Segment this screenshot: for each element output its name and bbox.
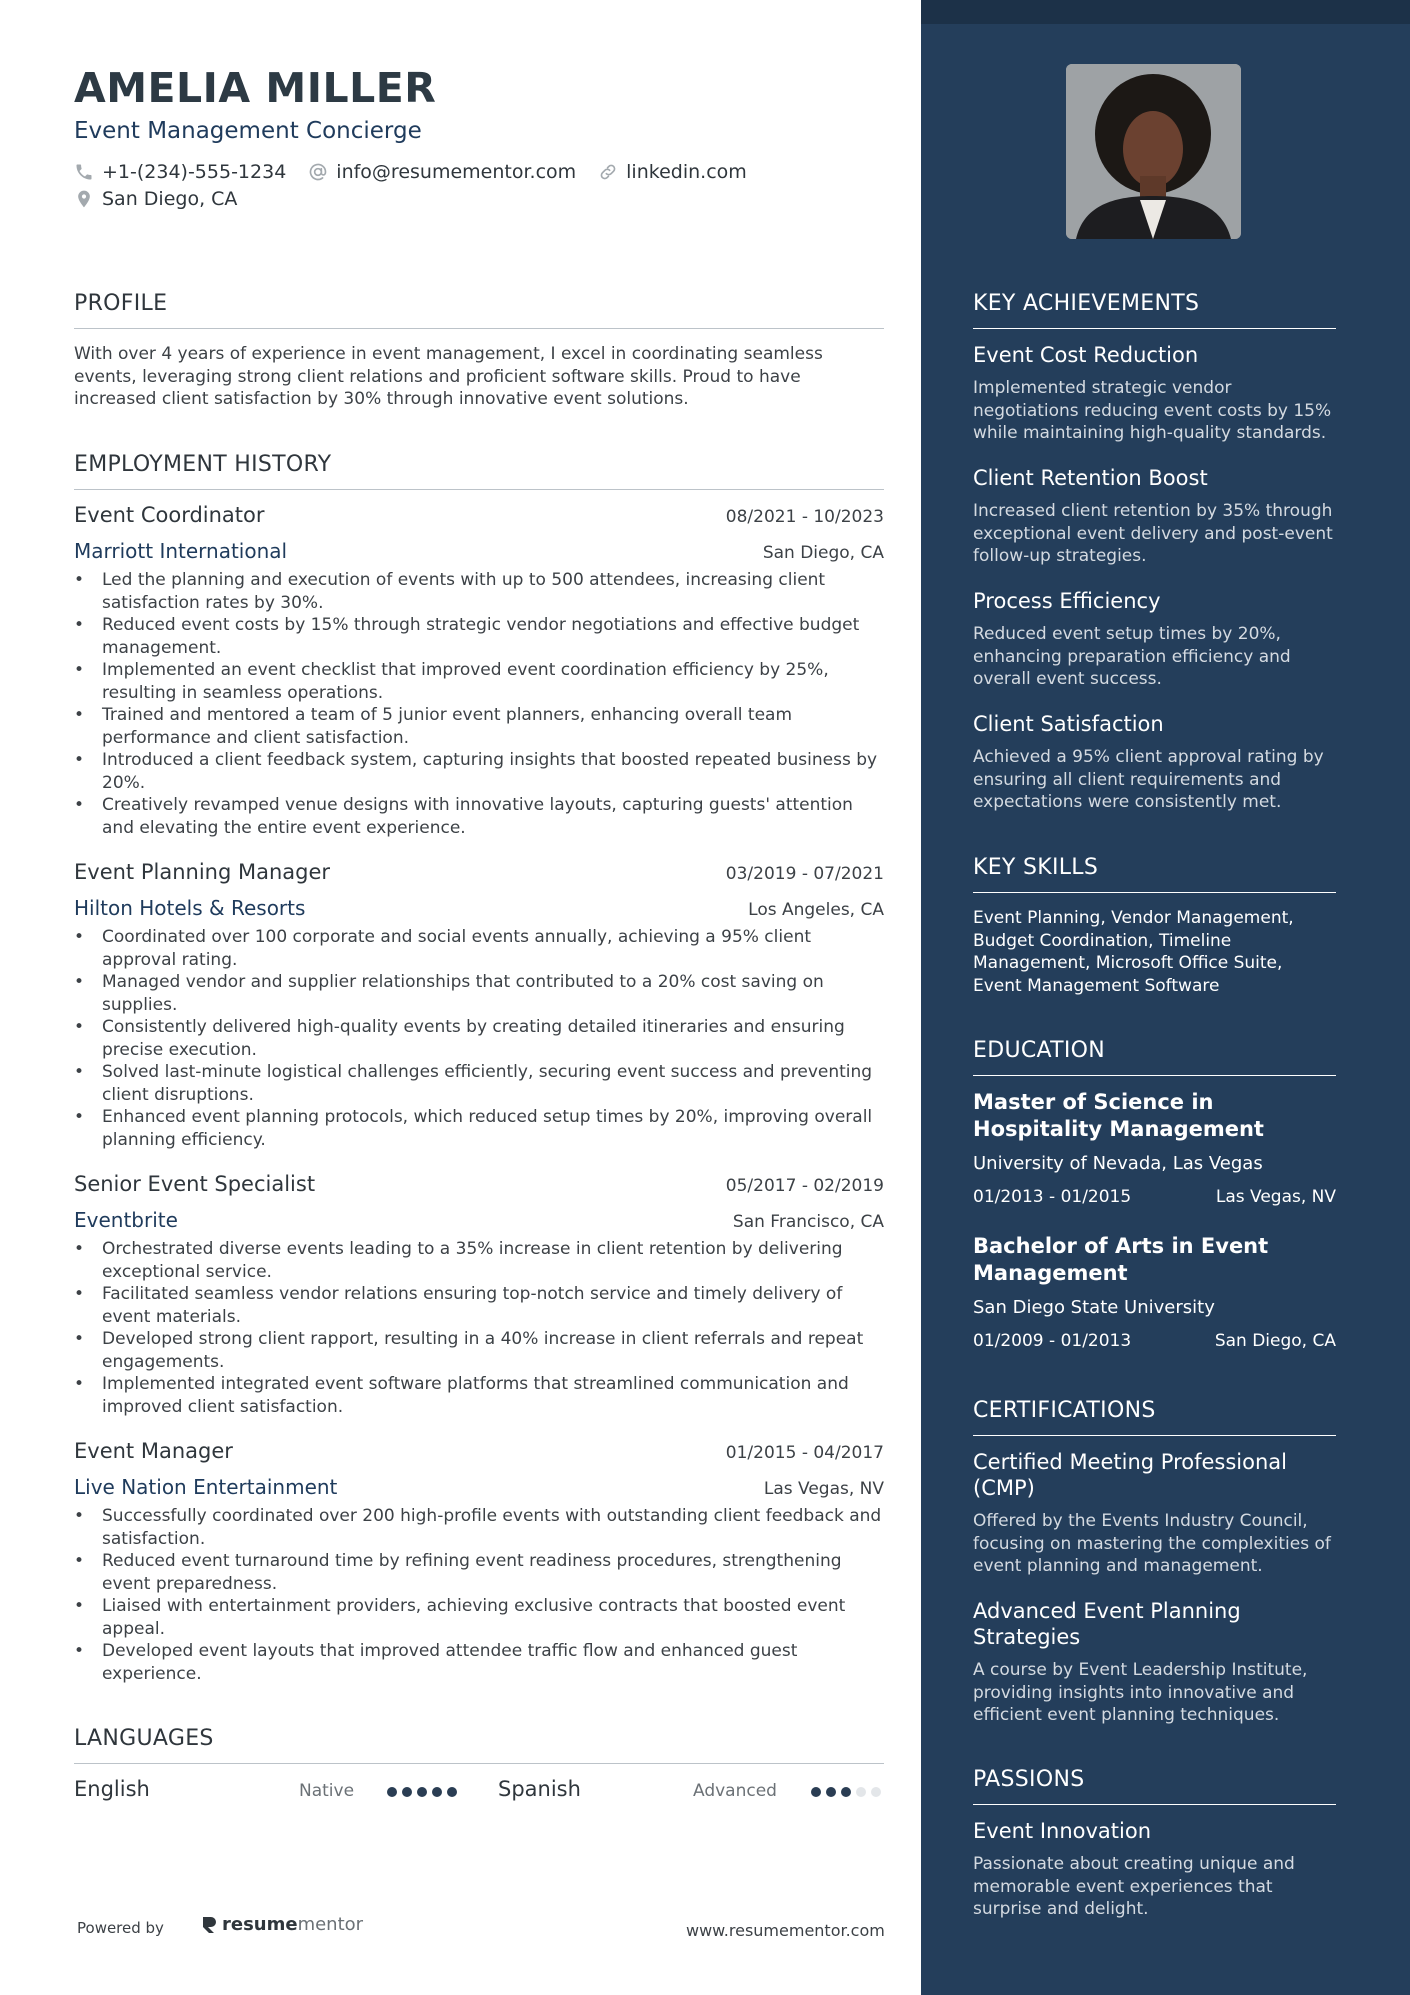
achievement-item — [973, 342, 1336, 445]
certification-title: Certified Meeting Professional (CMP) — [973, 1450, 1287, 1500]
job-bullet: • Developed strong client rapport, resulting in a 40% increase in client referrals and repeat engagements. — [74, 1328, 884, 1373]
languages-row — [74, 1777, 884, 1807]
certification-item — [973, 1598, 1336, 1727]
job-role: Event Coordinator — [74, 503, 265, 527]
language-rating — [811, 1787, 886, 1797]
passion-item — [973, 1818, 1336, 1921]
link-icon — [598, 162, 618, 182]
education-heading: EDUCATION — [973, 1038, 1336, 1076]
certification-desc: A course by Event Leadership Institute, providing insights into innovative and efficient event planning techniques. — [973, 1660, 1308, 1725]
certification-item — [973, 1449, 1336, 1578]
achievement-title: Event Cost Reduction — [973, 343, 1199, 367]
achievement-item — [973, 465, 1336, 568]
achievement-desc: Implemented strategic vendor negotiations reducing event costs by 15% while maintaining high-quality standards. — [973, 378, 1332, 443]
job-location: San Francisco, CA — [732, 1212, 884, 1232]
language-name: Spanish — [498, 1777, 581, 1801]
job-dates: 08/2021 - 10/2023 — [725, 507, 884, 527]
rating-dot — [826, 1787, 836, 1797]
job-bullet: • Successfully coordinated over 200 high-profile events with outstanding client feedback and satisfaction. — [74, 1505, 884, 1550]
education-degree: Bachelor of Arts in Event Management — [973, 1234, 1269, 1285]
education-dates: 01/2013 - 01/2015 — [973, 1187, 1132, 1207]
achievement-title: Client Satisfaction — [973, 712, 1164, 736]
job-location: Los Angeles, CA — [748, 900, 884, 920]
job-bullet: • Coordinated over 100 corporate and social events annually, achieving a 95% client approval rating. — [74, 926, 884, 971]
job-role: Event Manager — [74, 1439, 233, 1463]
profile-text: With over 4 years of experience in event management, I excel in coordinating seamless events, leveraging strong client relations and proficient software skills. Proud to have increased client satisfaction by 30% through innovative event solutions. — [74, 344, 823, 409]
rating-dot — [871, 1787, 881, 1797]
job-bullet: • Consistently delivered high-quality events by creating detailed itineraries and ensuring precise execution. — [74, 1016, 884, 1061]
job-company: Eventbrite — [74, 1208, 178, 1232]
rating-dot — [841, 1787, 851, 1797]
rating-dot — [811, 1787, 821, 1797]
job-bullet: • Reduced event turnaround time by refining event readiness procedures, strengthening event preparedness. — [74, 1550, 884, 1595]
rating-dot — [856, 1787, 866, 1797]
language-level: Native — [299, 1781, 355, 1801]
job-entry — [74, 503, 884, 839]
language-name: English — [74, 1777, 150, 1801]
achievement-title: Process Efficiency — [973, 589, 1161, 613]
candidate-title: Event Management Concierge — [74, 118, 422, 144]
phone-text: +1-(234)-555-1234 — [102, 161, 287, 183]
language-rating — [387, 1787, 462, 1797]
rating-dot — [387, 1787, 397, 1797]
at-icon — [308, 162, 328, 182]
education-item — [973, 1089, 1336, 1207]
job-role: Event Planning Manager — [74, 860, 331, 884]
job-company: Live Nation Entertainment — [74, 1475, 338, 1499]
certification-title: Advanced Event Planning Strategies — [973, 1599, 1241, 1649]
job-entry — [74, 1172, 884, 1418]
education-degree: Master of Science in Hospitality Management — [973, 1090, 1264, 1141]
location-row — [74, 188, 259, 210]
job-bullet: • Implemented an event checklist that improved event coordination efficiency by 25%, resulting in seamless operations. — [74, 659, 884, 704]
rating-dot — [432, 1787, 442, 1797]
job-bullets — [74, 926, 884, 1151]
certification-desc: Offered by the Events Industry Council, focusing on mastering the complexities of event planning and management. — [973, 1511, 1331, 1576]
job-bullet: • Creatively revamped venue designs with innovative layouts, capturing guests' attention and elevating the entire event experience. — [74, 794, 884, 839]
job-role: Senior Event Specialist — [74, 1172, 316, 1196]
certifications-heading: CERTIFICATIONS — [973, 1398, 1336, 1436]
job-location: Las Vegas, NV — [763, 1479, 884, 1499]
education-school: San Diego State University — [973, 1297, 1215, 1318]
languages-heading: LANGUAGES — [74, 1726, 884, 1764]
achievement-item — [973, 588, 1336, 691]
logo-text-bold: resume — [222, 1914, 298, 1935]
contact-phone[interactable] — [74, 161, 286, 183]
sidebar — [921, 0, 1410, 1995]
job-bullets — [74, 1238, 884, 1418]
job-bullet: • Introduced a client feedback system, capturing insights that boosted repeated business by 20%. — [74, 749, 884, 794]
achievements-heading: KEY ACHIEVEMENTS — [973, 291, 1336, 329]
education-location: Las Vegas, NV — [1215, 1187, 1336, 1207]
education-dates: 01/2009 - 01/2013 — [973, 1331, 1132, 1351]
rating-dot — [447, 1787, 457, 1797]
contact-linkedin[interactable] — [598, 161, 747, 183]
education-school: University of Nevada, Las Vegas — [973, 1153, 1263, 1174]
passion-title: Event Innovation — [973, 1819, 1152, 1843]
job-bullet: • Implemented integrated event software platforms that streamlined communication and improved client satisfaction. — [74, 1373, 884, 1418]
job-dates: 05/2017 - 02/2019 — [725, 1176, 884, 1196]
language-level: Advanced — [693, 1781, 777, 1801]
contact-location — [74, 188, 237, 210]
job-bullets — [74, 569, 884, 839]
education-location: San Diego, CA — [1214, 1331, 1336, 1351]
job-location: San Diego, CA — [762, 543, 884, 563]
job-bullet: • Reduced event costs by 15% through strategic vendor negotiations and effective budget management. — [74, 614, 884, 659]
linkedin-text: linkedin.com — [626, 161, 747, 183]
footer-website[interactable]: www.resumementor.com — [686, 1921, 885, 1940]
job-bullet: • Trained and mentored a team of 5 junior event planners, enhancing overall team performance and client satisfaction. — [74, 704, 884, 749]
job-entry — [74, 1439, 884, 1685]
job-dates: 01/2015 - 04/2017 — [725, 1443, 884, 1463]
skills-heading: KEY SKILLS — [973, 855, 1336, 893]
job-bullet: • Facilitated seamless vendor relations ensuring top-notch service and timely delivery of event materials. — [74, 1283, 884, 1328]
job-entry — [74, 860, 884, 1151]
job-dates: 03/2019 - 07/2021 — [725, 864, 884, 884]
portrait-image — [1066, 64, 1241, 239]
location-text: San Diego, CA — [102, 188, 238, 210]
achievement-title: Client Retention Boost — [973, 466, 1208, 490]
sidebar-top-band — [921, 0, 1410, 24]
phone-icon — [74, 162, 94, 182]
powered-by-label: Powered by — [77, 1919, 164, 1937]
job-bullet: • Led the planning and execution of events with up to 500 attendees, increasing client satisfaction rates by 30%. — [74, 569, 884, 614]
job-bullet: • Liaised with entertainment providers, achieving exclusive contracts that boosted event appeal. — [74, 1595, 884, 1640]
rating-dot — [417, 1787, 427, 1797]
achievement-desc: Reduced event setup times by 20%, enhancing preparation efficiency and overall event success. — [973, 624, 1291, 689]
job-bullet: • Enhanced event planning protocols, which reduced setup times by 20%, improving overall planning efficiency. — [74, 1106, 884, 1151]
email-text: info@resumementor.com — [336, 161, 577, 183]
logo-icon — [200, 1915, 218, 1935]
job-company: Hilton Hotels & Resorts — [74, 896, 306, 920]
job-bullet: • Solved last-minute logistical challenges efficiently, securing event success and preventing client disruptions. — [74, 1061, 884, 1106]
rating-dot — [402, 1787, 412, 1797]
resumementor-logo[interactable] — [200, 1914, 363, 1935]
passions-heading: PASSIONS — [973, 1767, 1336, 1805]
contact-row — [74, 161, 769, 183]
job-company: Marriott International — [74, 539, 288, 563]
job-bullet: • Developed event layouts that improved attendee traffic flow and enhanced guest experience. — [74, 1640, 884, 1685]
job-bullets — [74, 1505, 884, 1685]
education-item — [973, 1233, 1336, 1351]
employment-heading: EMPLOYMENT HISTORY — [74, 452, 884, 490]
job-bullet: • Managed vendor and supplier relationships that contributed to a 20% cost saving on supplies. — [74, 971, 884, 1016]
passion-desc: Passionate about creating unique and memorable event experiences that surprise and delight. — [973, 1854, 1295, 1919]
candidate-name: AMELIA MILLER — [74, 64, 437, 112]
achievement-item — [973, 711, 1336, 814]
profile-heading: PROFILE — [74, 291, 884, 329]
achievement-desc: Achieved a 95% client approval rating by ensuring all client requirements and expectations were consistently met. — [973, 747, 1324, 812]
profile-photo — [1066, 64, 1241, 239]
achievement-desc: Increased client retention by 35% through exceptional event delivery and post-event follow-up strategies. — [973, 501, 1333, 566]
location-pin-icon — [74, 189, 94, 209]
skills-list: Event Planning, Vendor Management, Budget Coordination, Timeline Management, Microsoft Office Suite, Event Management Software — [973, 908, 1294, 996]
contact-email[interactable] — [308, 161, 576, 183]
job-bullet: • Orchestrated diverse events leading to a 35% increase in client retention by delivering exceptional service. — [74, 1238, 884, 1283]
logo-text-light: mentor — [297, 1914, 364, 1935]
